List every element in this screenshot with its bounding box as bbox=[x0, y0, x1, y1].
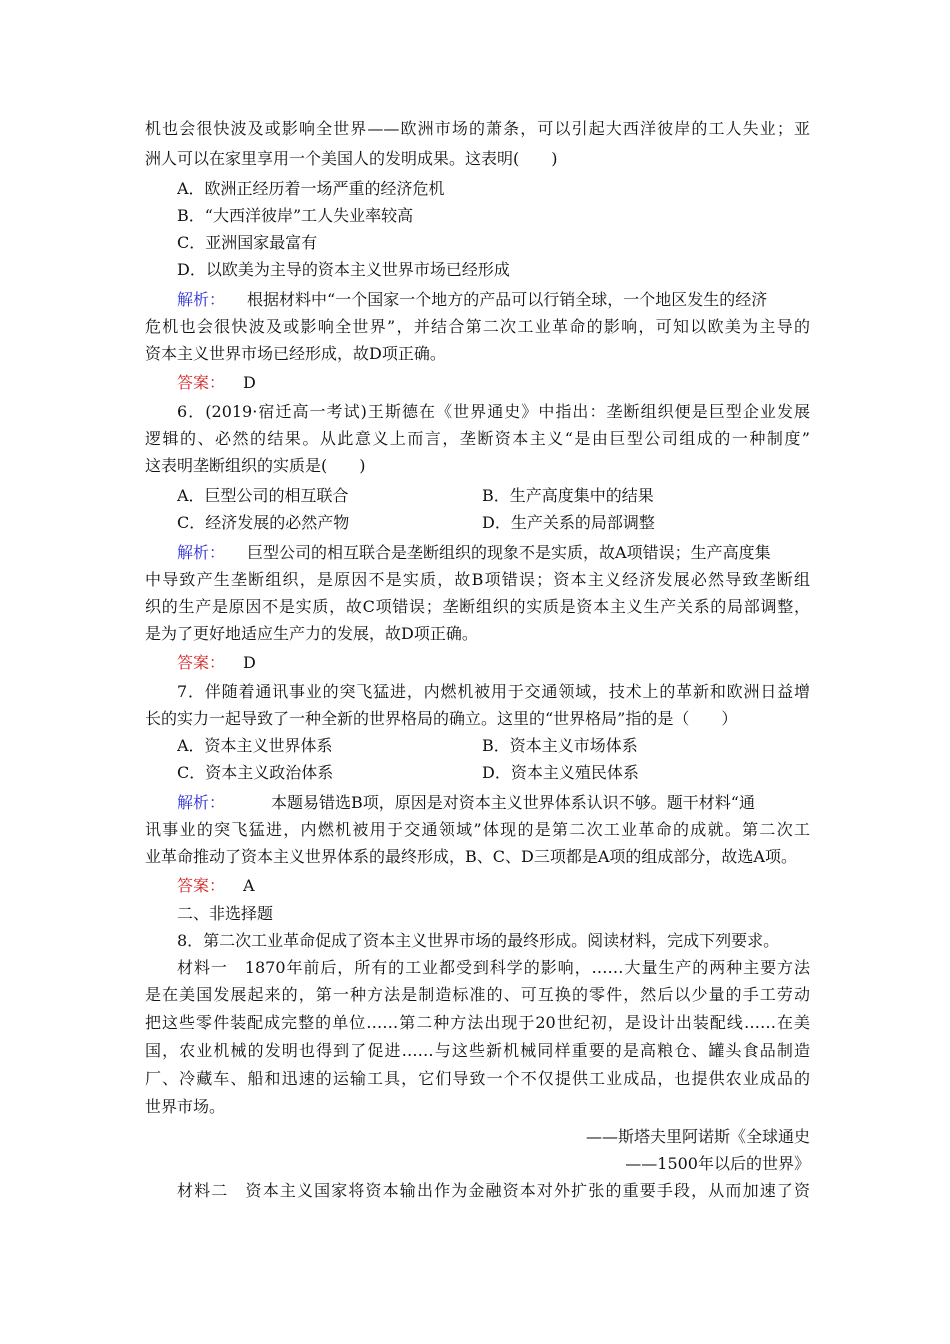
q6-option-c: C．经济发展的必然产物 bbox=[177, 513, 350, 532]
q6-analysis-text-1: 巨型公司的相互联合是垄断组织的现象不是实质，故A项错误；生产高度集 bbox=[247, 543, 771, 562]
material2-line-1: 材料二 资本主义国家将资本输出作为金融资本对外扩张的重要手段，从而加速了资 bbox=[177, 1181, 810, 1200]
material1-line-3: 把这些零件装配成完整的单位……第二种方法出现于20世纪初，是设计出装配线……在美 bbox=[145, 1013, 810, 1032]
q5-analysis-line-3: 资本主义世界市场已经形成，故D项正确。 bbox=[145, 344, 446, 363]
q5-answer-label: 答案： bbox=[177, 373, 226, 392]
q5-option-c: C．亚洲国家最富有 bbox=[177, 233, 318, 252]
q6-stem-line-1: 6．(2019·宿迁高一考试)王斯德在《世界通史》中指出：垄断组织便是巨型企业发展 bbox=[177, 402, 810, 421]
q7-options-row-1 bbox=[177, 736, 810, 756]
section-heading: 二、非选择题 bbox=[177, 904, 274, 923]
q6-analysis-label: 解析： bbox=[177, 543, 226, 562]
q7-answer-value: A bbox=[243, 876, 255, 895]
q7-analysis-label: 解析： bbox=[177, 793, 226, 812]
q6-answer-label: 答案： bbox=[177, 653, 226, 672]
q6-answer bbox=[177, 653, 810, 673]
q5-analysis-line-2: 危机也会很快波及或影响全世界”，并结合第二次工业革命的影响，可知以欧美为主导的 bbox=[145, 317, 810, 336]
q7-analysis-line-3: 业革命推动了资本主义世界体系的最终形成，B、C、D三项都是A项的组成部分，故选A项。 bbox=[145, 847, 797, 866]
q7-option-d: D．资本主义殖民体系 bbox=[482, 763, 639, 782]
q6-options-row-1 bbox=[177, 486, 810, 506]
q6-analysis-line-4: 是为了更好地适应生产力的发展，故D项正确。 bbox=[145, 624, 478, 643]
q6-stem-line-2: 逻辑的、必然的结果。从此意义上而言，垄断资本主义“是由巨型公司组成的一种制度” bbox=[145, 429, 810, 448]
q6-answer-value: D bbox=[243, 653, 256, 672]
q7-analysis-line-2: 讯事业的突飞猛进，内燃机被用于交通领域”体现的是第二次工业革命的成就。第二次工 bbox=[145, 820, 810, 839]
q5-answer bbox=[177, 373, 810, 393]
q6-analysis-line-1 bbox=[177, 543, 810, 563]
q7-answer-label: 答案： bbox=[177, 876, 226, 895]
q7-analysis-line-1 bbox=[177, 793, 810, 813]
material1-line-2: 是在美国发展起来的，第一种方法是制造标准的、可互换的零件，然后以少量的手工劳动 bbox=[145, 985, 810, 1004]
material1-line-4: 国，农业机械的发明也得到了促进……与这些新机械同样重要的是高粮仓、罐头食品制造 bbox=[145, 1041, 810, 1060]
material1-source-line-2: ——1500年以后的世界》 bbox=[625, 1154, 810, 1173]
q6-analysis-line-2: 中导致产生垄断组织，是原因不是实质，故B项错误；资本主义经济发展必然导致垄断组 bbox=[145, 570, 810, 589]
q6-options-row-2 bbox=[177, 513, 810, 533]
material1-line-6: 世界市场。 bbox=[145, 1097, 226, 1116]
q6-option-b: B．生产高度集中的结果 bbox=[482, 486, 654, 505]
q5-option-d: D．以欧美为主导的资本主义世界市场已经形成 bbox=[177, 260, 510, 279]
q7-options-row-2 bbox=[177, 763, 810, 783]
q5-answer-value: D bbox=[243, 373, 256, 392]
q5-analysis-label: 解析： bbox=[177, 290, 226, 309]
q7-stem-line-1: 7．伴随着通讯事业的突飞猛进，内燃机被用于交通领域，技术上的革新和欧洲日益增 bbox=[177, 682, 810, 701]
q5-option-a: A．欧洲正经历着一场严重的经济危机 bbox=[177, 179, 445, 198]
q7-analysis-text-1: 本题易错选B项，原因是对资本主义世界体系认识不够。题干材料“通 bbox=[271, 793, 755, 812]
q6-analysis-line-3: 织的生产是原因不是实质，故C项错误；垄断组织的实质是资本主义生产关系的局部调整， bbox=[145, 597, 810, 616]
q5-stem-line-1: 机也会很快波及或影响全世界——欧洲市场的萧条，可以引起大西洋彼岸的工人失业；亚 bbox=[145, 119, 810, 138]
material1-line-5: 厂、冷藏车、船和迅速的运输工具，它们导致一个不仅提供工业成品，也提供农业成品的 bbox=[145, 1069, 810, 1088]
q5-option-b: B．“大西洋彼岸”工人失业率较高 bbox=[177, 206, 414, 225]
q5-analysis-line-1 bbox=[177, 290, 810, 310]
q5-stem-line-2: 洲人可以在家里享用一个美国人的发明成果。这表明( ) bbox=[145, 149, 558, 168]
q6-option-a: A．巨型公司的相互联合 bbox=[177, 486, 349, 505]
q7-option-c: C．资本主义政治体系 bbox=[177, 763, 334, 782]
q7-answer bbox=[177, 876, 810, 896]
q6-stem-line-3: 这表明垄断组织的实质是( ) bbox=[145, 456, 366, 475]
q5-analysis-text-1: 根据材料中“一个国家一个地方的产品可以行销全球，一个地区发生的经济 bbox=[247, 290, 768, 309]
q7-option-a: A．资本主义世界体系 bbox=[177, 736, 333, 755]
material1-source-line-1: ——斯塔夫里阿诺斯《全球通史 bbox=[585, 1127, 810, 1146]
q7-option-b: B．资本主义市场体系 bbox=[482, 736, 638, 755]
q7-stem-line-2: 长的实力一起导致了一种全新的世界格局的确立。这里的“世界格局”指的是（ ） bbox=[145, 709, 738, 728]
q6-option-d: D．生产关系的局部调整 bbox=[482, 513, 655, 532]
q8-stem: 8．第二次工业革命促成了资本主义世界市场的最终形成。阅读材料，完成下列要求。 bbox=[177, 931, 780, 950]
material1-line-1: 材料一 1870年前后，所有的工业都受到科学的影响，……大量生产的两种主要方法 bbox=[177, 958, 810, 977]
